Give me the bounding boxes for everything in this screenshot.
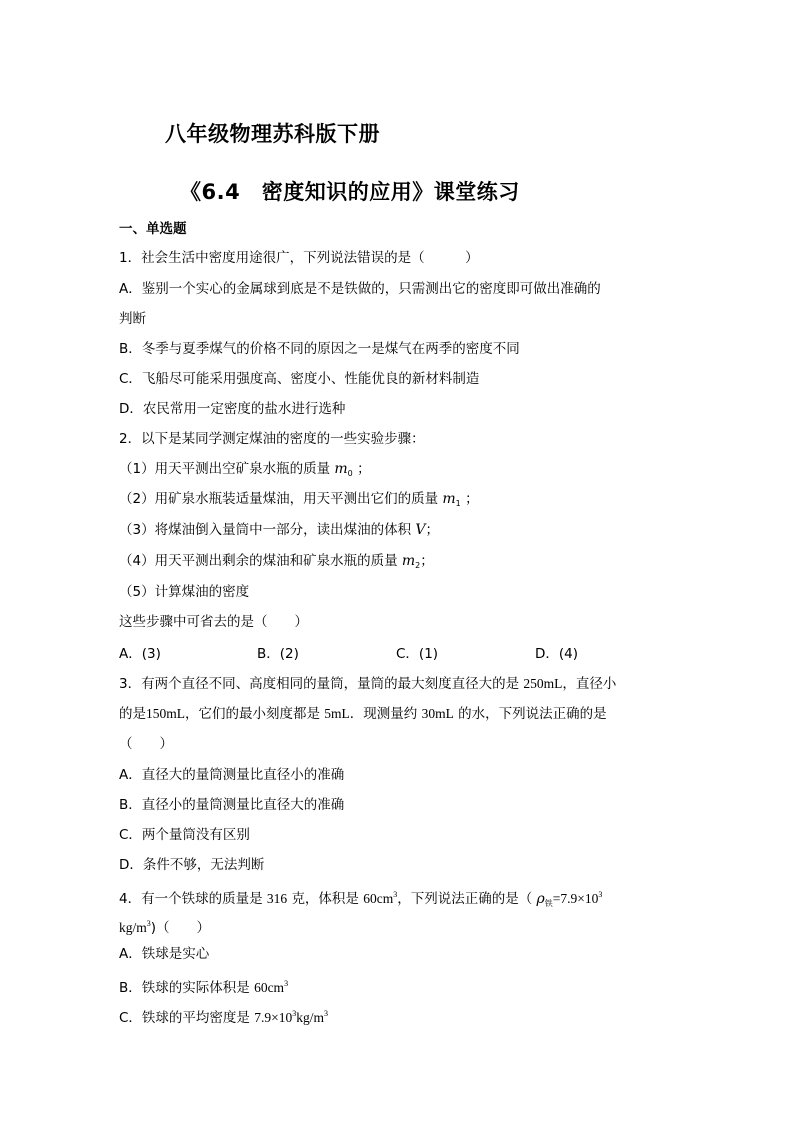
q4-text: 克，体积是: [291, 891, 359, 907]
q4-value: 316: [266, 891, 288, 906]
q1-option-d: D．农民常用一定密度的盐水进行选种: [119, 401, 346, 417]
q2-option-d: D．(4): [535, 646, 579, 662]
q2-step-2: [119, 490, 479, 513]
q2-step-2-text: （2）用矿泉水瓶装适量煤油，用天平测出它们的质量: [119, 491, 439, 507]
q4-value: 60cm: [254, 980, 285, 995]
q3-option-c: C．两个量筒没有区别: [119, 827, 250, 843]
q3-text: ，它们的最小刻度都是: [185, 706, 320, 722]
q3-value: 30mL: [421, 706, 454, 721]
q4-unit: kg/m: [119, 920, 147, 935]
q4-sup: 3: [146, 919, 151, 928]
q4-text: 4．有一个铁球的质量是: [119, 891, 263, 907]
q3-text: ，直径小: [562, 676, 617, 692]
q3-option-b: B．直径小的量筒测量比直径大的准确: [119, 797, 345, 813]
q3-text: 的是: [119, 706, 146, 722]
q4-sup: 3: [598, 890, 603, 899]
q2-step-3-end: ；: [425, 522, 440, 538]
q4-sup: 3: [284, 979, 289, 988]
q2-option-c: C．(1): [396, 646, 439, 662]
q4-text: )（ ）: [150, 920, 211, 936]
q4-text: B．铁球的实际体积是: [119, 980, 250, 996]
q2-step-4-sub: 2: [415, 561, 421, 570]
q2-step-4: [119, 552, 434, 575]
section-heading: 一、单选题: [119, 221, 187, 237]
q3-option-d: D．条件不够，无法判断: [119, 857, 265, 873]
q4-rho-sub: 铁: [544, 899, 553, 908]
q2-step-2-var: m: [442, 491, 456, 507]
q3-value: 250mL: [523, 676, 563, 691]
q4-sup: 3: [292, 1009, 297, 1018]
document-subtitle: 《6.4 密度知识的应用》课堂练习: [180, 180, 520, 204]
q2-step-2-end: ；: [465, 491, 479, 507]
q1-option-c: C．飞船尽可能采用强度高、密度小、性能优良的新材料制造: [119, 371, 480, 387]
q3-stem-line1: [119, 675, 616, 693]
q4-stem-line2: [119, 915, 210, 937]
q4-option-b: [119, 975, 288, 997]
q1-option-a: A．鉴别一个实心的金属球到底是不是铁做的，只需测出它的密度即可做出准确的: [119, 281, 601, 297]
q1-option-a-cont: 判断: [119, 311, 146, 327]
q4-sup: 3: [393, 890, 398, 899]
q4-unit: kg/m: [296, 1010, 324, 1025]
q4-value: 7.9×10: [254, 1010, 293, 1025]
q4-value: 60cm: [363, 891, 394, 906]
q4-sup: 3: [324, 1009, 328, 1018]
q2-step-4-var: m: [401, 553, 416, 569]
q4-text: C．铁球的平均密度是: [119, 1010, 250, 1026]
document-title: 八年级物理苏科版下册: [165, 122, 380, 146]
q2-step-5: （5）计算煤油的密度: [119, 584, 250, 600]
q2-step-3: [119, 521, 439, 539]
q3-option-a: A．直径大的量筒测量比直径小的准确: [119, 767, 345, 783]
q2-stem: 2．以下是某同学测定煤油的密度的一些实验步骤：: [119, 431, 425, 447]
q3-stem-line3: （ ）: [119, 736, 173, 752]
q4-text: ，下列说法正确的是（: [397, 891, 533, 907]
q2-option-b: B．(2): [257, 646, 299, 662]
q3-text: 3．有两个直径不同、高度相同的量筒，量筒的最大刻度直径大的是: [119, 676, 520, 692]
q2-step-1-sub: 0: [347, 469, 353, 478]
q2-step-4-text: （4）用天平测出剩余的煤油和矿泉水瓶的质量: [119, 553, 398, 569]
q2-step-2-sub: 1: [455, 499, 461, 508]
q4-rho: ρ: [536, 891, 545, 907]
q2-ask: 这些步骤中可省去的是（ ）: [119, 614, 308, 630]
q4-option-a: A．铁球是实心: [119, 946, 210, 962]
q2-step-3-var: V: [415, 522, 426, 538]
q3-value: 150mL: [146, 706, 185, 721]
q2-step-1: [119, 460, 371, 483]
q3-text: ．现测量约: [349, 706, 418, 722]
q3-text: 的水，下列说法正确的是: [458, 706, 607, 722]
q4-option-c: [119, 1005, 328, 1027]
q3-value: 5mL: [324, 706, 350, 721]
q3-stem-line2: [119, 705, 607, 723]
q2-step-1-text: （1）用天平测出空矿泉水瓶的质量: [119, 461, 331, 477]
q2-step-1-var: m: [334, 461, 348, 477]
q1-option-b: B．冬季与夏季煤气的价格不同的原因之一是煤气在两季的密度不同: [119, 341, 520, 357]
q2-step-3-text: （3）将煤油倒入量筒中一部分，读出煤油的体积: [119, 522, 412, 538]
q2-step-1-end: ；: [357, 461, 371, 477]
q2-step-4-end: ；: [420, 553, 434, 569]
q4-value: =7.9×10: [552, 891, 599, 906]
q1-stem: 1．社会生活中密度用途很广，下列说法错误的是（ ）: [119, 250, 479, 266]
q4-stem-line1: [119, 886, 602, 913]
q2-option-a: A．(3): [119, 646, 161, 662]
